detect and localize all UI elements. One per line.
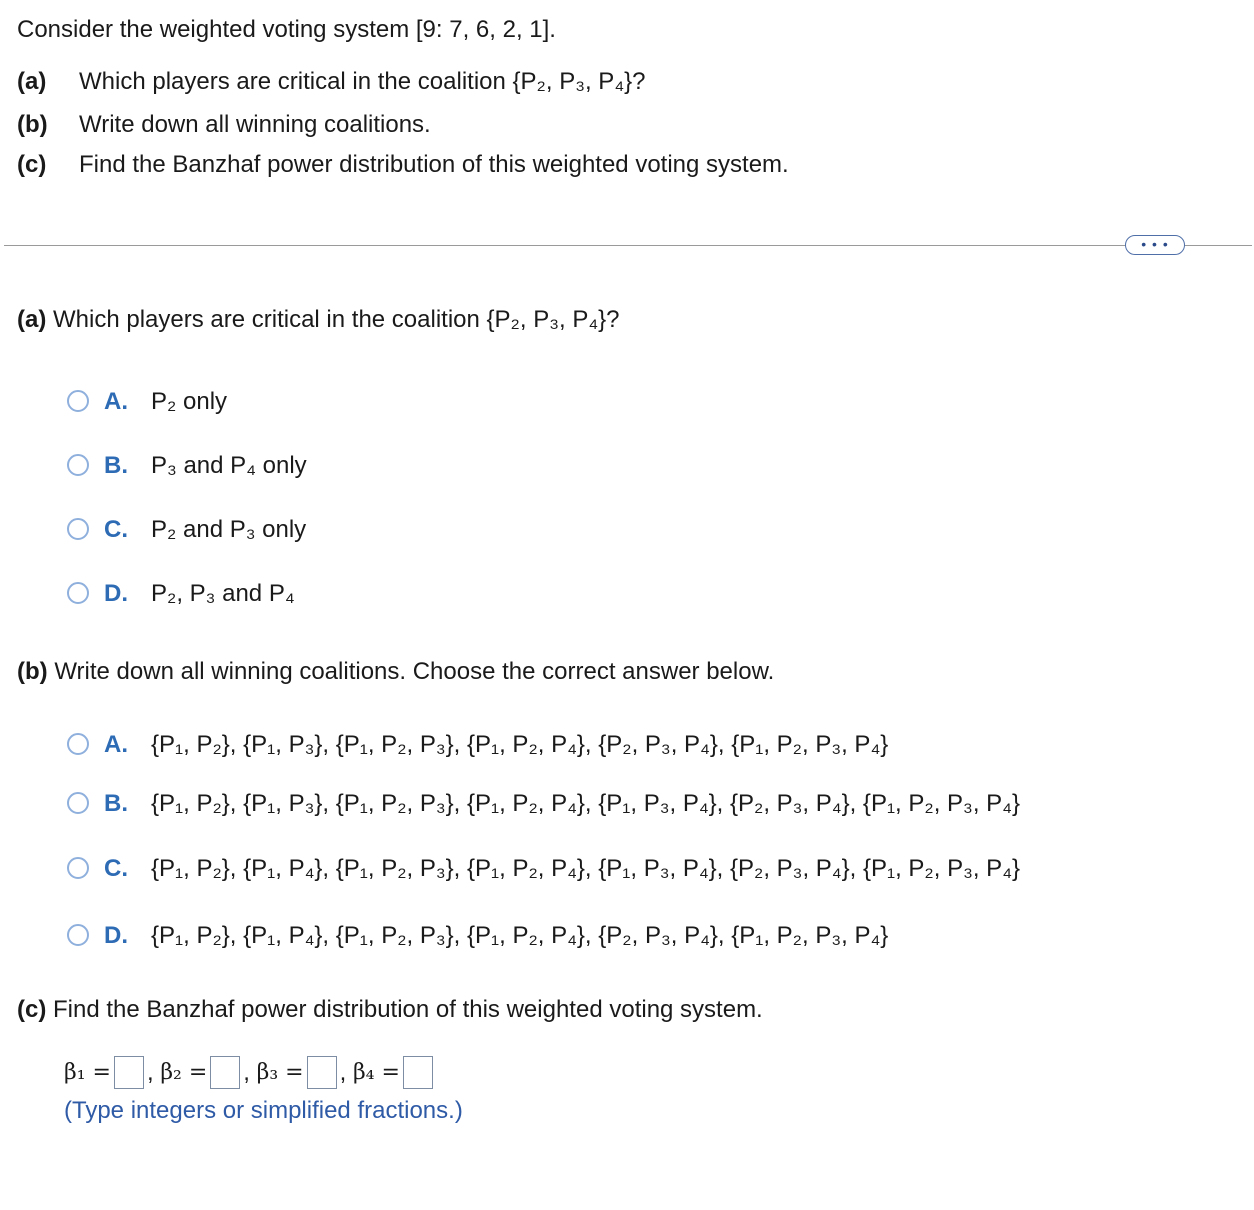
option-letter: D. [104, 922, 128, 949]
option-text: P₂, P₃ and P₄ [151, 580, 295, 607]
question-c [17, 151, 789, 179]
radio-button[interactable] [67, 454, 89, 476]
question-c-label: (c) [17, 151, 47, 178]
option-text: {P₁, P₂}, {P₁, P₄}, {P₁, P₂, P₃}, {P₁, P₂, P₄}, {P₁, P₃, P₄}, {P₂, P₃, P₄}, {P₁, P₂, P₃, P₄} [151, 855, 1021, 882]
question-c-text: Find the Banzhaf power distribution of this weighted voting system. [79, 151, 789, 178]
option-text: P₂ and P₃ only [151, 516, 307, 543]
radio-button[interactable] [67, 518, 89, 540]
part-c-title [17, 996, 763, 1024]
option-letter: B. [104, 452, 128, 479]
radio-button[interactable] [67, 857, 89, 879]
part-a-title [17, 306, 620, 334]
option-letter: B. [104, 790, 128, 817]
question-b-label: (b) [17, 111, 48, 138]
beta-3-label: β₃ = [256, 1060, 304, 1085]
separator-comma: , [243, 1058, 257, 1086]
beta-3-input[interactable] [307, 1056, 337, 1089]
beta-1-input[interactable] [114, 1056, 144, 1089]
part-b-option-c[interactable] [67, 855, 1020, 883]
option-text: P₂ only [151, 388, 228, 415]
part-b-option-a[interactable] [67, 731, 888, 759]
option-letter: C. [104, 516, 128, 543]
part-b-title [17, 658, 774, 686]
option-text: {P₁, P₂}, {P₁, P₃}, {P₁, P₂, P₃}, {P₁, P₂, P₄}, {P₁, P₃, P₄}, {P₂, P₃, P₄}, {P₁, P₂, P₃, P₄} [151, 790, 1020, 817]
separator-comma: , [339, 1058, 353, 1086]
option-letter: A. [104, 731, 128, 758]
option-letter: D. [104, 580, 128, 607]
problem-intro: Consider the weighted voting system [9: 7, 6, 2, 1]. [17, 16, 556, 43]
question-a-text: Which players are critical in the coalition {P₂, P₃, P₄}? [79, 68, 646, 95]
part-a-text: Which players are critical in the coalition {P₂, P₃, P₄}? [53, 306, 620, 333]
radio-button[interactable] [67, 924, 89, 946]
part-b-option-b[interactable] [67, 790, 1020, 818]
answer-format-hint: (Type integers or simplified fractions.) [64, 1097, 463, 1124]
beta-4-input[interactable] [403, 1056, 433, 1089]
radio-button[interactable] [67, 792, 89, 814]
part-a-label: (a) [17, 306, 47, 333]
radio-button[interactable] [67, 733, 89, 755]
beta-2-input[interactable] [210, 1056, 240, 1089]
part-a-option-c[interactable] [67, 516, 306, 544]
more-options-button[interactable]: • • • [1125, 235, 1185, 255]
beta-4-label: β₄ = [352, 1060, 400, 1085]
part-b-text: Write down all winning coalitions. Choose the correct answer below. [54, 658, 775, 685]
option-text: {P₁, P₂}, {P₁, P₄}, {P₁, P₂, P₃}, {P₁, P₂, P₄}, {P₂, P₃, P₄}, {P₁, P₂, P₃, P₄} [151, 922, 889, 949]
radio-button[interactable] [67, 390, 89, 412]
option-text: {P₁, P₂}, {P₁, P₃}, {P₁, P₂, P₃}, {P₁, P₂, P₄}, {P₂, P₃, P₄}, {P₁, P₂, P₃, P₄} [151, 731, 889, 758]
separator-comma: , [146, 1058, 161, 1086]
question-a-label: (a) [17, 68, 47, 95]
part-a-option-d[interactable] [67, 580, 295, 608]
question-b-text: Write down all winning coalitions. [79, 111, 431, 138]
section-divider [4, 245, 1252, 246]
part-c-text: Find the Banzhaf power distribution of this weighted voting system. [53, 996, 763, 1023]
part-a-option-a[interactable] [67, 388, 227, 416]
option-letter: C. [104, 855, 128, 882]
beta-1-label: β₁ = [64, 1060, 111, 1085]
radio-button[interactable] [67, 582, 89, 604]
banzhaf-answer-row [64, 1056, 436, 1089]
part-b-option-d[interactable] [67, 922, 888, 950]
question-b [17, 111, 431, 139]
option-text: P₃ and P₄ only [151, 452, 307, 479]
option-letter: A. [104, 388, 128, 415]
part-b-label: (b) [17, 658, 48, 685]
part-c-label: (c) [17, 996, 47, 1023]
question-a [17, 68, 645, 96]
beta-2-label: β₂ = [160, 1060, 208, 1085]
part-a-option-b[interactable] [67, 452, 307, 480]
